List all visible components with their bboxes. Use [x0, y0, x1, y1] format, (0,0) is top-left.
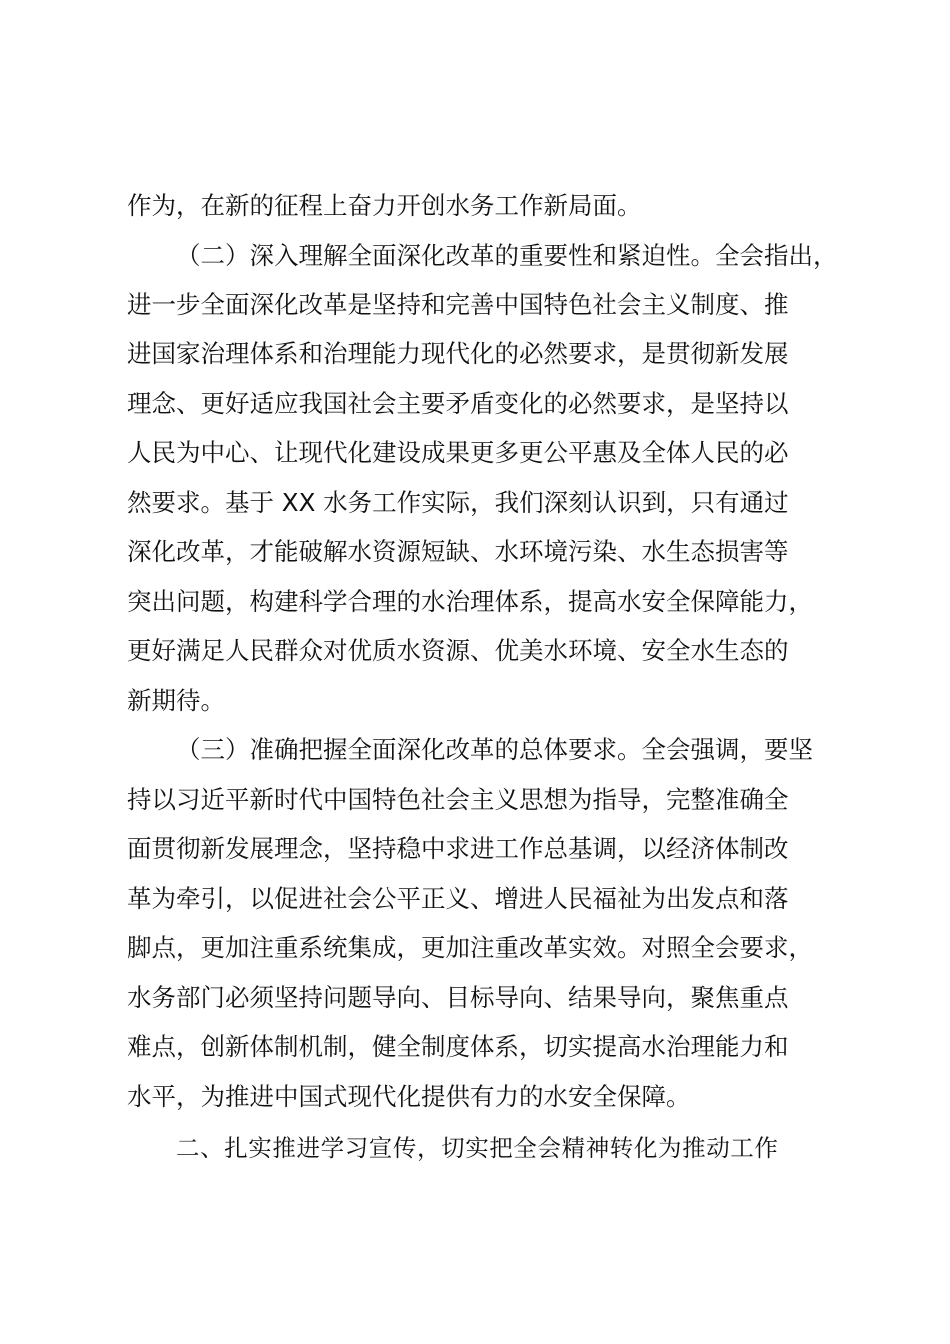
section-heading-line: （二）深入理解全面深化改革的重要性和紧迫性。全会指出，: [176, 241, 838, 270]
text-line: 水平，为推进中国式现代化提供有力的水安全保障。: [127, 1082, 691, 1111]
text-line: 进一步全面深化改革是坚持和完善中国特色社会主义制度、推: [127, 290, 789, 319]
text-line: 然要求。基于 XX 水务工作实际，我们深刻认识到，只有通过: [127, 488, 789, 517]
text-line: 进国家治理体系和治理能力现代化的必然要求，是贯彻新发展: [127, 339, 789, 368]
chapter-heading-line: 二、扎实推进学习宣传，切实把全会精神转化为推动工作: [176, 1134, 779, 1162]
text-line: 突出问题，构建科学合理的水治理体系，提高水安全保障能力，: [127, 587, 813, 616]
text-line: 更好满足人民群众对优质水资源、优美水环境、安全水生态的: [127, 636, 789, 665]
text-line: 新期待。: [127, 686, 225, 715]
text-line: 作为，在新的征程上奋力开创水务工作新局面。: [127, 191, 642, 220]
section-heading-line: （三）准确把握全面深化改革的总体要求。全会强调，要坚: [176, 735, 813, 764]
text-line: 理念、更好适应我国社会主要矛盾变化的必然要求，是坚持以: [127, 389, 789, 418]
text-line: 持以习近平新时代中国特色社会主义思想为指导，完整准确全: [127, 785, 789, 814]
text-line: 水务部门必须坚持问题导向、目标导向、结果导向，聚焦重点: [127, 983, 789, 1012]
text-line: 革为牵引，以促进社会公平正义、增进人民福祉为出发点和落: [127, 884, 789, 913]
text-line: 脚点，更加注重系统集成，更加注重改革实效。对照全会要求，: [127, 933, 813, 962]
text-line: 面贯彻新发展理念，坚持稳中求进工作总基调，以经济体制改: [127, 834, 789, 863]
text-line: 难点，创新体制机制，健全制度体系，切实提高水治理能力和: [127, 1032, 789, 1061]
text-line: 深化改革，才能破解水资源短缺、水环境污染、水生态损害等: [127, 537, 789, 566]
text-line: 人民为中心、让现代化建设成果更多更公平惠及全体人民的必: [127, 438, 789, 467]
